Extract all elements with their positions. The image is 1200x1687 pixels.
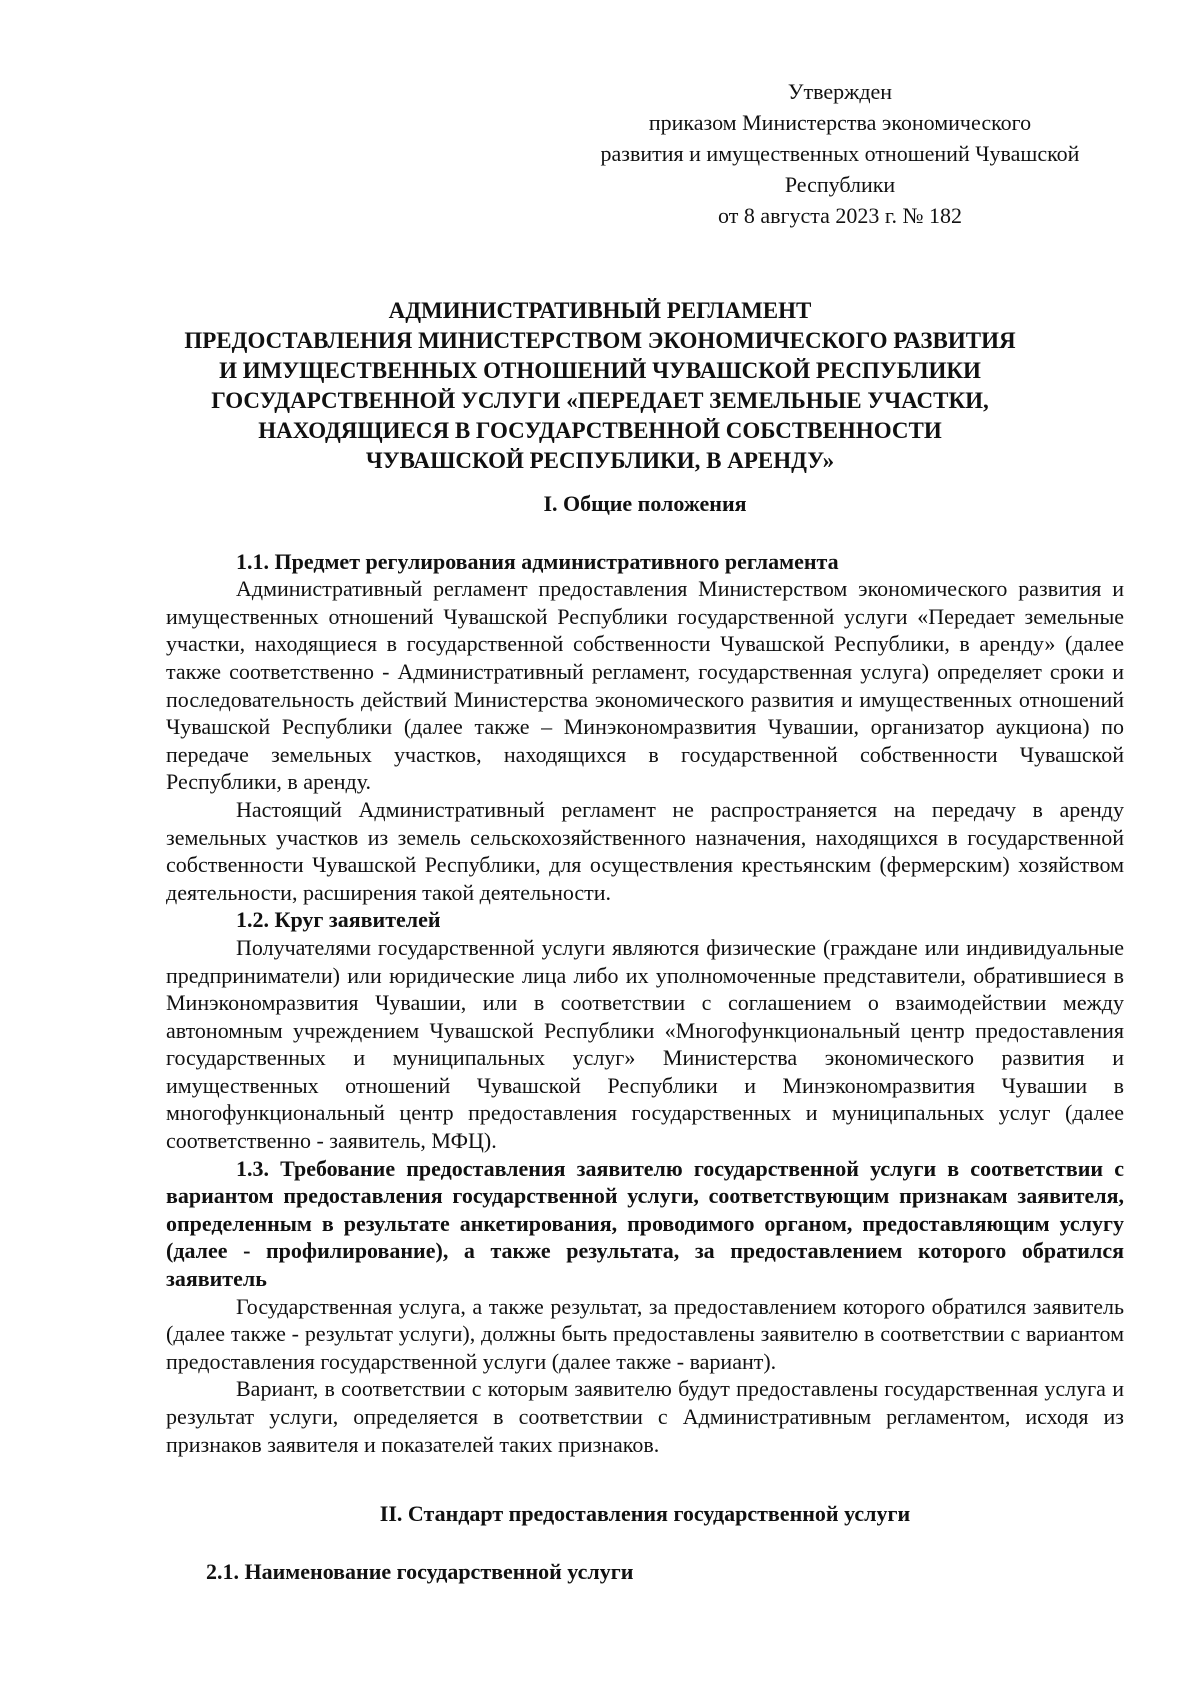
approval-line: Утвержден — [787, 79, 893, 104]
paragraph: Государственная услуга, а также результат, за предоставлением которого обратился заявитель (далее также - результат услуги), должны быть предоставлены заявителю в соответствии с вариантом предоставления государственной услуги (далее также - вариант). — [166, 1293, 1124, 1374]
paragraph: Вариант, в соответствии с которым заявителю будут предоставлены государственная услуга и результат услуги, определяется в соответствии с Административным регламентом, исходя из признаков заявителя и показателей таких признаков. — [166, 1376, 1124, 1457]
title-line: И ИМУЩЕСТВЕННЫХ ОТНОШЕНИЙ ЧУВАШСКОЙ РЕСПУБЛИКИ — [219, 358, 981, 383]
section-heading-general: I. Общие положения — [543, 491, 747, 516]
subsection-heading-1-3: 1.3. Требование предоставления заявителю государственной услуги в соответствии с вариантом предоставления государственной услуги, соответствующим признакам заявителя, определенным в результате анкетирования, проводимого органом, предоставляющим услугу (далее - профилирование), а также результата, за предоставлением которого обратился заявитель — [166, 1155, 1124, 1292]
document-body — [166, 490, 1124, 1585]
title-line: ЧУВАШСКОЙ РЕСПУБЛИКИ, В АРЕНДУ» — [365, 448, 835, 473]
subsection-heading-1-2: 1.2. Круг заявителей — [236, 907, 441, 933]
paragraph: Настоящий Административный регламент не распространяется на передачу в аренду земельных участков из земель сельскохозяйственного назначения, находящихся в государственной собственности Чувашской Республики, для осуществления крестьянским (фермерским) хозяйством деятельности, расширения такой деятельности. — [166, 796, 1124, 905]
paragraph: Получателями государственной услуги являются физические (граждане или индивидуальные предприниматели) или юридические лица либо их уполномоченные представители, обратившиеся в Минэкономразвития Чувашии, или в соответствии с соглашением о взаимодействии между автономным учреждением Чувашской Республики «Многофункциональный центр предоставления государственных и муниципальных услуг» Министерства экономического развития и имущественных отношений Чувашской Республики и Минэкономразвития Чувашии в многофункциональный центр предоставления государственных и муниципальных услуг (далее соответственно - заявитель, МФЦ). — [166, 934, 1124, 1154]
title-line: НАХОДЯЩИЕСЯ В ГОСУДАРСТВЕННОЙ СОБСТВЕННОСТИ — [258, 418, 942, 443]
approval-date: от 8 августа 2023 г. № 182 — [718, 203, 962, 228]
approval-stamp — [560, 76, 1120, 231]
document-title — [150, 296, 1050, 476]
approval-line: приказом Министерства экономического — [648, 110, 1032, 135]
approval-line: развития и имущественных отношений Чувашской — [600, 141, 1080, 166]
title-line: ПРЕДОСТАВЛЕНИЯ МИНИСТЕРСТВОМ ЭКОНОМИЧЕСКОГО РАЗВИТИЯ — [184, 328, 1016, 353]
section-heading-standard: II. Стандарт предоставления государственной услуги — [379, 1501, 911, 1527]
title-line: АДМИНИСТРАТИВНЫЙ РЕГЛАМЕНТ — [388, 298, 812, 323]
approval-line: Республики — [784, 172, 896, 197]
paragraph: Административный регламент предоставления Министерством экономического развития и имущественных отношений Чувашской Республики государственной услуги «Передает земельные участки, находящиеся в государственной собственности Чувашской Республики, в аренду» (далее также соответственно - Административный регламент, государственная услуга) определяет сроки и последовательность действий Министерства экономического развития и имущественных отношений Чувашской Республики (далее также – Минэкономразвития Чувашии, организатор аукциона) по передаче земельных участков, находящихся в государственной собственности Чувашской Республики, в аренду. — [166, 576, 1124, 795]
subsection-heading-2-1: 2.1. Наименование государственной услуги — [206, 1558, 634, 1584]
subsection-heading-1-1: 1.1. Предмет регулирования административного регламента — [236, 548, 839, 574]
title-line: ГОСУДАРСТВЕННОЙ УСЛУГИ «ПЕРЕДАЕТ ЗЕМЕЛЬНЫЕ УЧАСТКИ, — [211, 388, 989, 413]
